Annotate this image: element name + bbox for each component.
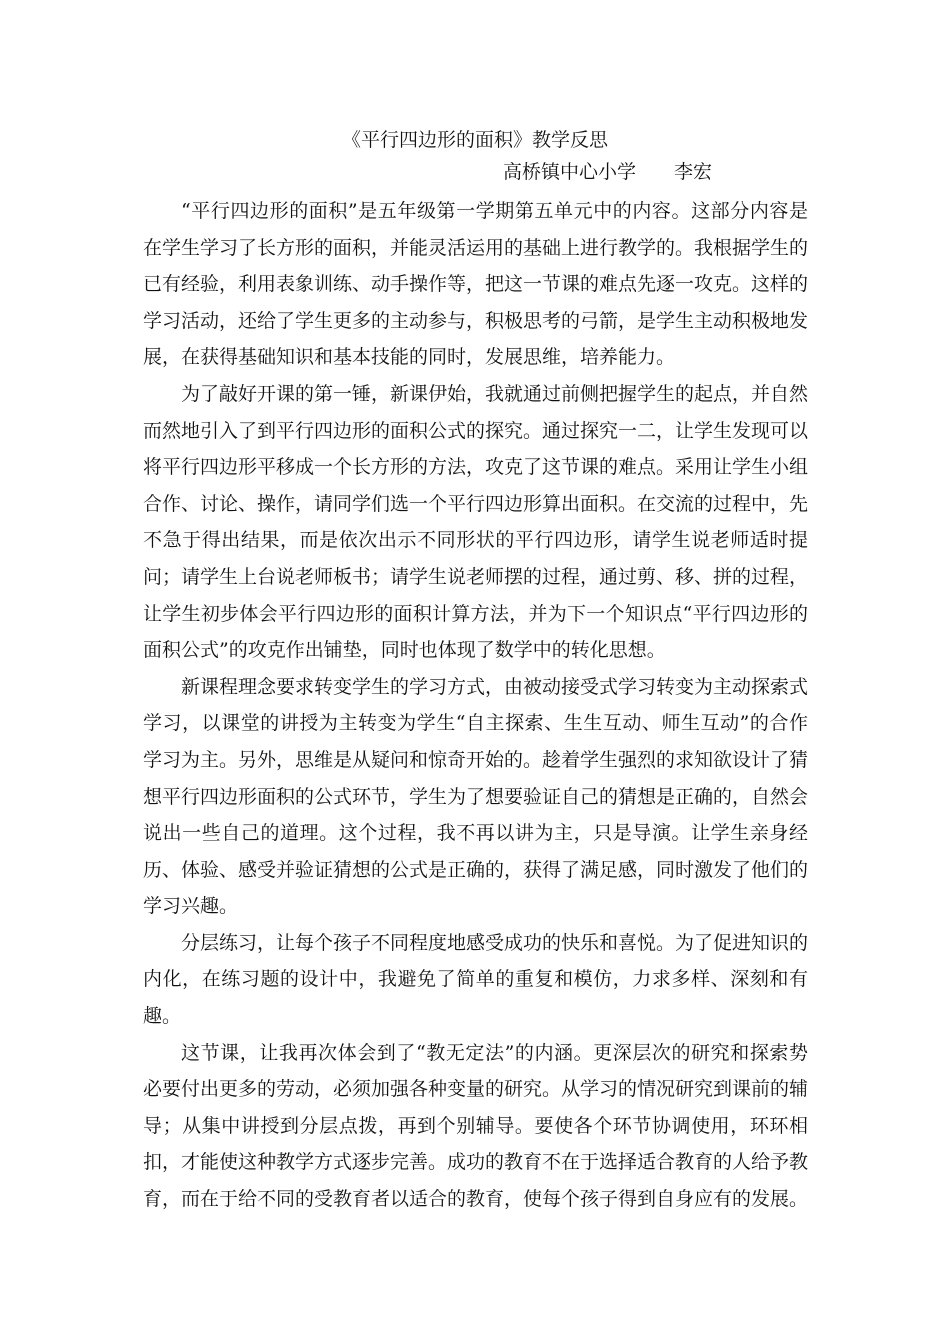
paragraph-5: 这节课，让我再次体会到了“教无定法”的内涵。更深层次的研究和探索势必要付出更多的劳动，必须加强各种变量的研究。从学习的情况研究到课前的辅导；从集中讲授到分层点拨，再到个别辅导。要使各个环节协调使用，环环相扣，才能使这种教学方式逐步完善。成功的教育不在于选择适合教育的人给予教育，而在于给不同的受教育者以适合的教育，使每个孩子得到自身应有的发展。 (143, 1041, 809, 1211)
school-name: 高桥镇中心小学 (503, 161, 637, 183)
paragraph-1: “平行四边形的面积”是五年级第一学期第五单元中的内容。这部分内容是在学生学习了长方形的面积，并能灵活运用的基础上进行教学的。我根据学生的已有经验，利用表象训练、动手操作等，把这一节课的难点先逐一攻克。这样的学习活动，还给了学生更多的主动参与，积极思考的弓箭，是学生主动积极地发展，在获得基础知识和基本技能的同时，发展思维，培养能力。 (143, 200, 809, 369)
author-name: 李宏 (674, 161, 713, 183)
paragraph-3: 新课程理念要求转变学生的学习方式，由被动接受式学习转变为主动探索式学习，以课堂的讲授为主转变为学生“自主探索、生生互动、师生互动”的合作学习为主。另外，思维是从疑问和惊奇开始的。趁着学生强烈的求知欲设计了猜想平行四边形面积的公式环节，学生为了想要验证自己的猜想是正确的，自然会说出一些自己的道理。这个过程，我不再以讲为主，只是导演。让学生亲身经历、体验、感受并验证猜想的公式是正确的，获得了满足感，同时激发了他们的学习兴趣。 (143, 675, 809, 918)
paragraph-2: 为了敲好开课的第一锤，新课伊始，我就通过前侧把握学生的起点，并自然而然地引入了到平行四边形的面积公式的探究。通过探究一二，让学生发现可以将平行四边形平移成一个长方形的方法，攻克了这节课的难点。采用让学生小组合作、讨论、操作，请同学们选一个平行四边形算出面积。在交流的过程中，先不急于得出结果，而是依次出示不同形状的平行四边形，请学生说老师适时提问；请学生上台说老师板书；请学生说老师摆的过程，通过剪、移、拼的过程，让学生初步体会平行四边形的面积计算方法，并为下一个知识点“平行四边形的面积公式”的攻克作出铺垫，同时也体现了数学中的转化思想。 (143, 382, 809, 662)
byline (503, 159, 712, 185)
paragraph-4: 分层练习，让每个孩子不同程度地感受成功的快乐和喜悦。为了促进知识的内化，在练习题的设计中，我避免了简单的重复和模仿，力求多样、深刻和有趣。 (143, 931, 809, 1028)
document-title: 《平行四边形的面积》教学反思 (341, 129, 608, 151)
document-body (143, 193, 808, 1218)
